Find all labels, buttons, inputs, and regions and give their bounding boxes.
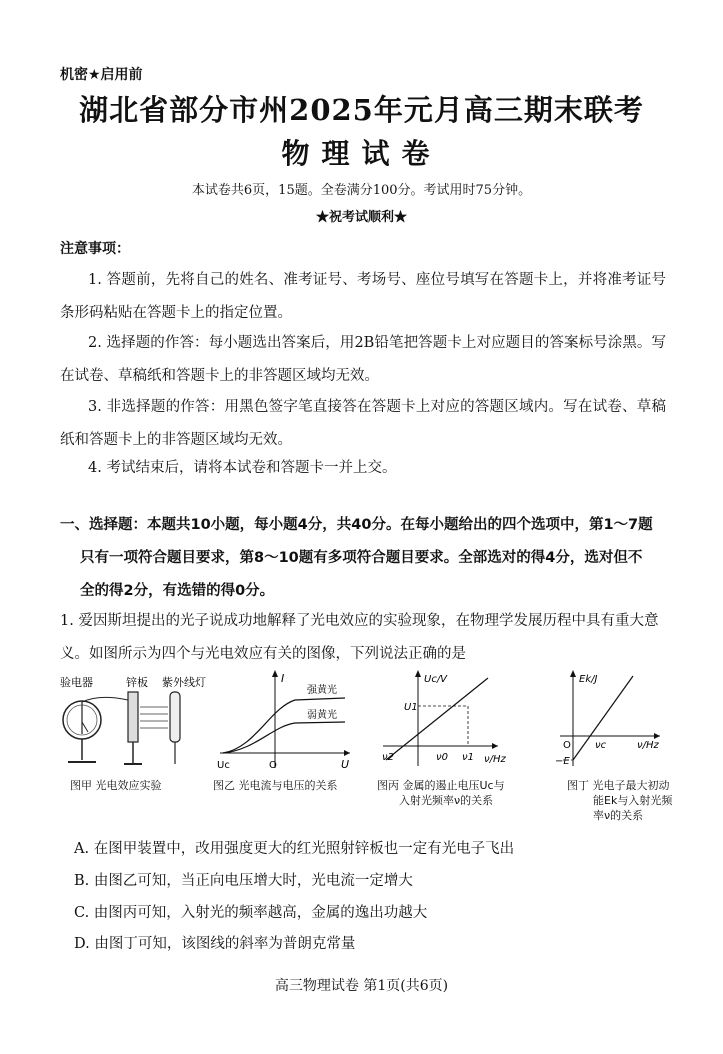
fig-c-axis-y: Uc/V — [424, 674, 448, 685]
fig-d-nuc: νc — [595, 740, 607, 751]
exam-info: 本试卷共6页，15题。全卷满分100分。考试用时75分钟。 — [191, 183, 532, 198]
label-electroscope: 验电器 — [60, 676, 93, 689]
fig-c-caption-line-2: 入射光频率ν的关系 — [399, 794, 494, 807]
exam-title: 湖北省部分市州2025年元月高三期末联考 — [79, 93, 644, 127]
notice-item-1: 1. 答题前，先将自己的姓名、准考证号、考场号、座位号填写在答题卡上，并将准考证号条形码粘贴在答题卡上的指定位置。 — [60, 272, 666, 321]
figure-a-apparatus — [60, 672, 210, 772]
fig-d-axis-x: ν/Hz — [637, 740, 659, 751]
zinc-plate — [128, 692, 138, 742]
section-line-3: 全的得2分，有选错的得0分。 — [80, 583, 275, 599]
figure-d-caption — [567, 778, 672, 823]
good-luck-line: ★祝考试顺利★ — [315, 210, 407, 225]
figure-a-caption: 图甲 光电效应实验 — [70, 779, 162, 792]
label-zinc-plate: 锌板 — [126, 676, 148, 689]
fig-c-nu2: ν2 — [382, 752, 394, 763]
fig-d-axis-y: Ek/J — [579, 674, 598, 685]
fig-b-weak-label: 弱黄光 — [307, 710, 337, 721]
fig-d-neg-e: −E — [555, 756, 570, 767]
fig-b-axis-y: I — [281, 672, 285, 685]
exam-subtitle: 物理试卷 — [281, 137, 442, 170]
page-footer: 高三物理试卷 第1页(共6页) — [274, 978, 449, 994]
section-heading — [60, 509, 668, 608]
notice-heading: 注意事项： — [60, 241, 130, 257]
fig-d-caption-line-1: 图丁 光电子最大初动 — [567, 779, 670, 792]
fig-d-origin: O — [563, 740, 571, 751]
notice-item-4: 4. 考试结束后，请将本试卷和答题卡一并上交。 — [88, 460, 397, 476]
section-line-1: 一、选择题：本题共10小题，每小题4分，共40分。在每小题给出的四个选项中，第1～7题 — [60, 517, 653, 533]
question-1-stem: 1. 爱因斯坦提出的光子说成功地解释了光电效应的实验现象，在物理学发展历程中具有重大意义。如图所示为四个与光电效应有关的图像，下列说法正确的是 — [60, 613, 659, 662]
fig-c-line — [386, 678, 488, 760]
fig-c-axis-x: ν/Hz — [484, 754, 506, 765]
confidential-mark: 机密★启用前 — [60, 67, 143, 83]
option-b: B. 由图乙可知，当正向电压增大时，光电流一定增大 — [74, 873, 413, 889]
notice-item-2: 2. 选择题的作答：每小题选出答案后，用2B铅笔把答题卡上对应题目的答案标号涂黑。写在试卷、草稿纸和答题卡上的非答题区域均无效。 — [60, 335, 666, 384]
fig-c-nu1: ν1 — [462, 752, 474, 763]
uv-lamp — [170, 692, 180, 742]
figure-c-uc-graph — [378, 668, 508, 773]
figure-b-iu-graph — [215, 668, 355, 773]
section-line-2: 只有一项符合题目要求，第8～10题有多项符合题目要求。全部选对的得4分，选对但不 — [80, 550, 643, 566]
fig-b-axis-x: U — [341, 758, 350, 771]
option-d: D. 由图丁可知，该图线的斜率为普朗克常量 — [74, 936, 356, 952]
fig-c-nu0: ν0 — [436, 752, 448, 763]
figure-d-ek-graph — [555, 668, 665, 773]
fig-d-caption-line-3: 率ν的关系 — [593, 809, 644, 822]
weak-light-curve — [223, 722, 345, 753]
figure-c-caption — [377, 778, 505, 808]
strong-light-curve — [223, 698, 345, 753]
fig-b-origin: O — [269, 760, 277, 771]
label-uv-lamp: 紫外线灯 — [162, 676, 206, 689]
notice-item-3: 3. 非选择题的作答：用黑色签字笔直接答在答题卡上对应的答题区域内。写在试卷、草稿纸和答题卡上的非答题区域均无效。 — [60, 399, 666, 448]
fig-c-caption-line-1: 图丙 金属的遏止电压Uc与 — [377, 779, 505, 792]
fig-d-caption-line-2: 能Ek与入射光频 — [593, 794, 673, 807]
fig-b-strong-label: 强黄光 — [307, 685, 337, 696]
figure-b-caption: 图乙 光电流与电压的关系 — [213, 779, 338, 792]
fig-b-uc: Uc — [217, 760, 230, 771]
fig-c-u1: U1 — [404, 702, 418, 713]
option-a: A. 在图甲装置中，改用强度更大的红光照射锌板也一定有光电子飞出 — [74, 841, 515, 857]
option-c: C. 由图丙可知，入射光的频率越高，金属的逸出功越大 — [74, 905, 428, 921]
